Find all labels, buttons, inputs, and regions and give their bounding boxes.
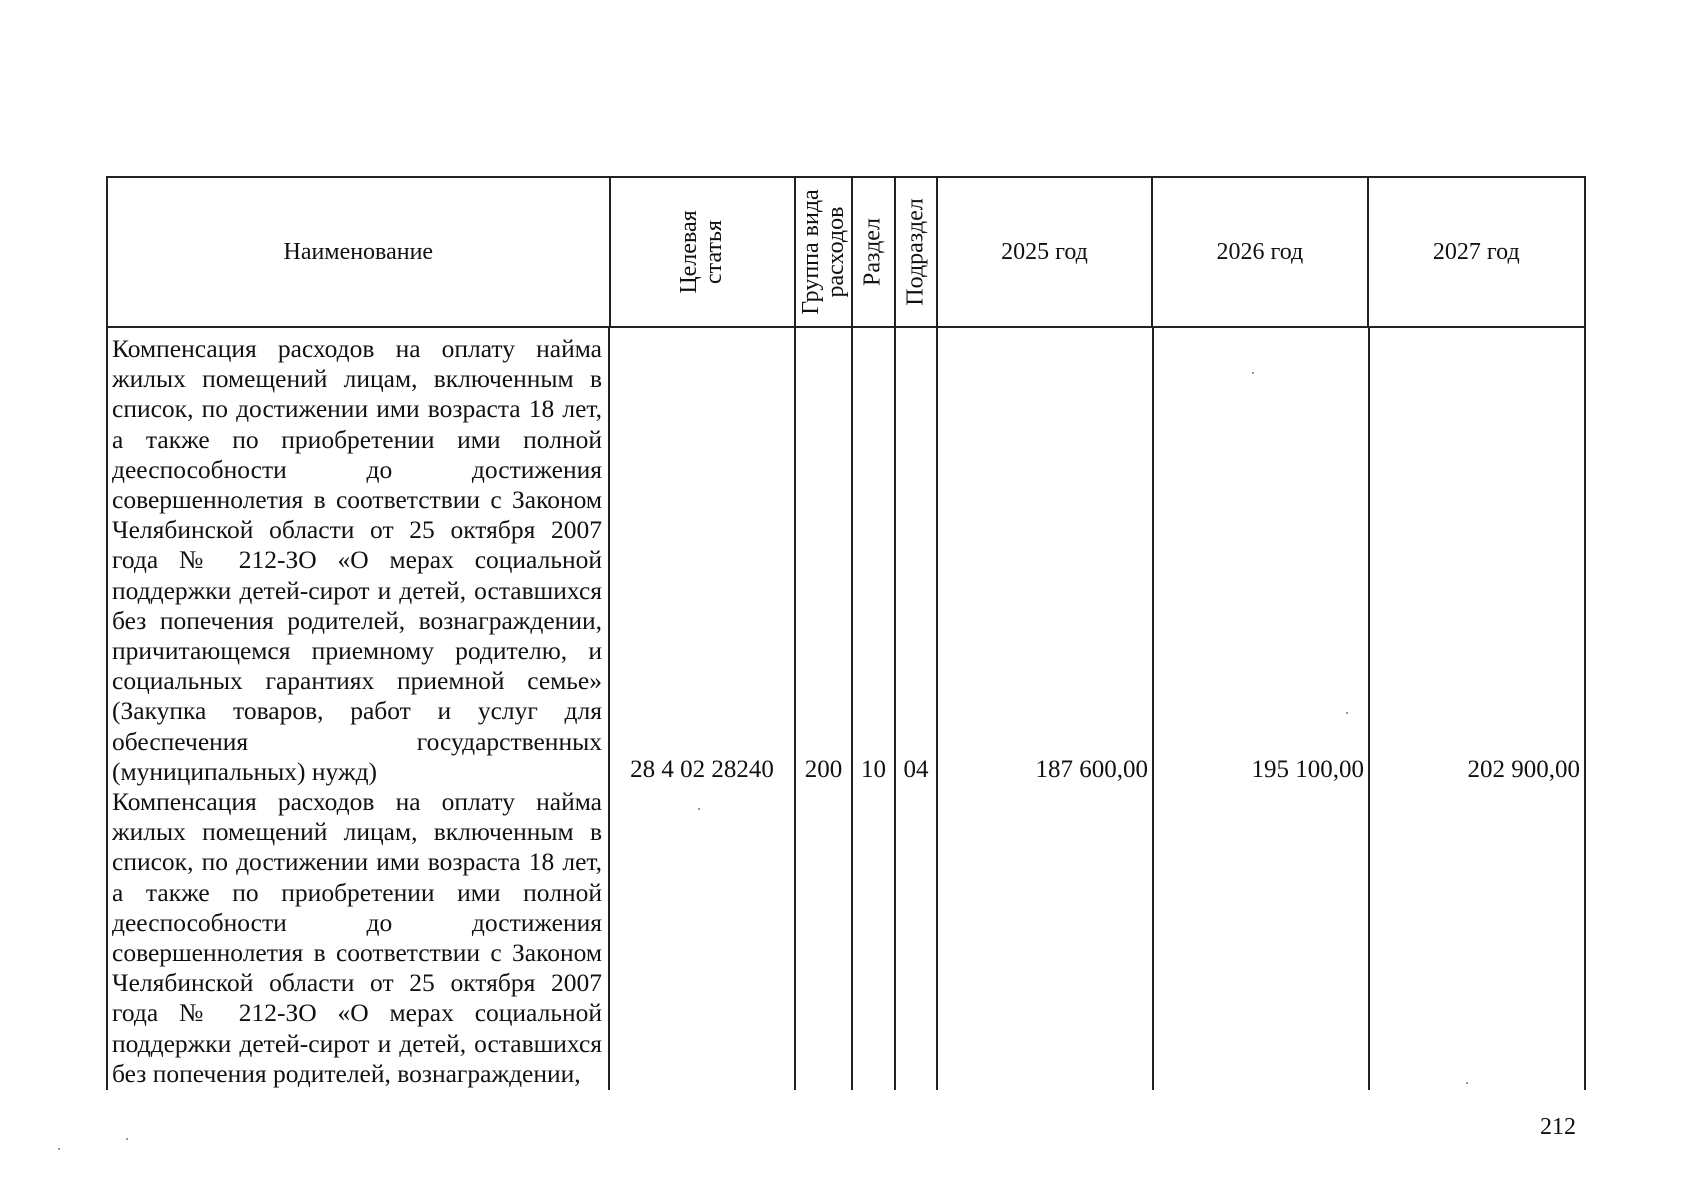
header-section-label: Раздел <box>859 218 886 286</box>
header-year-2027-label: 2027 год <box>1432 238 1520 265</box>
row-subsection: 04 <box>903 756 929 783</box>
row-target-article: 28 4 02 28240 <box>630 756 774 783</box>
header-subsection <box>896 178 938 326</box>
header-name <box>108 178 611 326</box>
cell-year-2025 <box>938 328 1154 1090</box>
row-year-2025: 187 600,00 <box>1035 756 1148 783</box>
header-expense-group <box>796 178 853 326</box>
header-year-2026 <box>1153 178 1368 326</box>
scan-speck <box>58 1148 60 1150</box>
header-name-label: Наименование <box>283 238 434 265</box>
cell-target-article <box>610 328 796 1090</box>
header-year-2027 <box>1369 178 1584 326</box>
header-target-article <box>611 178 797 326</box>
header-expense-group-label: Группа вида расходов <box>797 189 849 315</box>
row-expense-group: 200 <box>804 756 843 783</box>
header-year-2025 <box>938 178 1153 326</box>
scan-speck <box>1466 1082 1468 1084</box>
cell-section <box>853 328 896 1090</box>
row-description-2: Компенсация расходов на оплату найма жилых помещений лицам, включенным в список, по достижении ими возраста 18 лет, а также по приобретении ими полной дееспособности до достижения совершеннолетия в соответствии с Законом Челябинской области от 25 октября 2007 года № 212-ЗО «О мерах социальной поддержки детей-сирот и детей, оставшихся без попечения родителей, вознаграждении, <box>112 787 602 1088</box>
header-subsection-label: Подраздел <box>902 198 929 306</box>
cell-description <box>106 328 610 1090</box>
scan-speck <box>126 1138 128 1140</box>
cell-expense-group <box>796 328 853 1090</box>
row-description-1: Компенсация расходов на оплату найма жилых помещений лицам, включенным в список, по достижении ими возраста 18 лет, а также по приобретении ими полной дееспособности до достижения совершеннолетия в соответствии с Законом Челябинской области от 25 октября 2007 года № 212-ЗО «О мерах социальной поддержки детей-сирот и детей, оставшихся без попечения родителей, вознаграждении, причитающемся приемному родителю, и социальных гарантиях приемной семье» (Закупка товаров, работ и услуг для обеспечения государственных (муниципальных) нужд) <box>112 334 602 786</box>
row-year-2027: 202 900,00 <box>1467 756 1580 783</box>
row-year-2026: 195 100,00 <box>1251 756 1364 783</box>
table-row <box>106 328 1586 1090</box>
header-section <box>853 178 896 326</box>
scan-speck <box>698 808 700 810</box>
scan-speck <box>1252 372 1254 374</box>
row-section: 10 <box>861 756 886 783</box>
page-number: 212 <box>1540 1114 1576 1140</box>
header-year-2025-label: 2025 год <box>1001 238 1088 265</box>
scan-speck <box>1346 712 1348 714</box>
cell-year-2026 <box>1154 328 1370 1090</box>
header-year-2026-label: 2026 год <box>1216 238 1304 265</box>
header-target-article-label: Целевая статья <box>676 210 728 294</box>
cell-year-2027 <box>1370 328 1586 1090</box>
cell-subsection <box>896 328 938 1090</box>
table-header <box>106 176 1586 328</box>
